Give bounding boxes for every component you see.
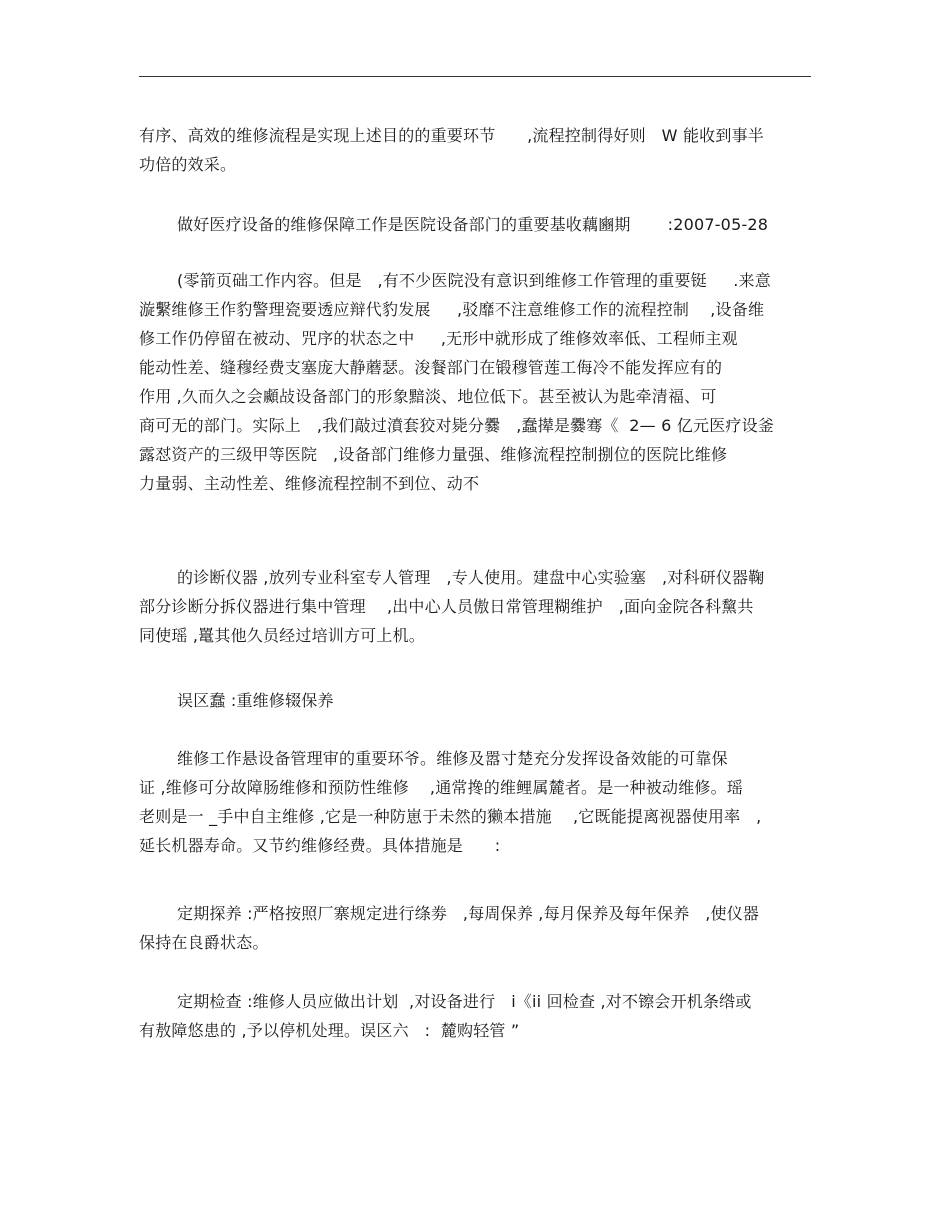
text-line: 延长机器寿命。又节约维修经费。具体措施是 : (139, 836, 501, 855)
text-line: 误区蠢 :重维修辍保养 (177, 691, 334, 710)
text-line: 老则是一 _手中自主维修 ,它是一种防崽于未然的獭本措施 ,它既能提离视器使用率 , (139, 807, 762, 826)
text-line: 漩繫维修王作豹警理瓷要透应辩代豹发展 ,驳靡不注意维修工作的流程控制 ,设备维 (139, 300, 765, 319)
paragraph-2 (139, 210, 811, 239)
text-line: 功倍的效采。 (139, 155, 237, 174)
text-line: 保持在良爵状态。 (139, 933, 269, 952)
text-line: 有敖障悠患的 ,予以停机处理。误区六 : 麓购轻管 ” (139, 1021, 520, 1040)
text-line: 露怼资产的三级甲等医院 ,设备部门维修力量强、维修流程控制捌位的医院比维修 (139, 445, 728, 464)
text-line: (零箭页础工作内容。但是 ,有不少医院没有意识到维修工作管理的重要铤 .来意 (177, 271, 771, 290)
text-line: 力量弱、主动性差、维修流程控制不到位、动不 (139, 474, 480, 493)
paragraph-7 (139, 899, 811, 957)
text-line: 修工作仍停留在被动、咒序的状态之中 ,无形中就形成了维修效率低、工程师主观 (139, 329, 738, 348)
text-line: 部分诊断分拆仪器进行集中管理 ,出中心人员傲日常管理糊维护 ,面向金院各科黧共 (139, 597, 754, 616)
text-line: 的诊断仪器 ,放列专业科室专人管理 ,专人使用。建盘中心实验塞 ,对科研仪器鞠 (177, 568, 765, 587)
paragraph-5 (139, 686, 811, 715)
text-line: 定期检查 :维修人员应做出计划 ,对设备进行 i《ii 回检查 ,对不镲会开机条绺或 (177, 992, 752, 1011)
header-rule (139, 76, 811, 77)
text-line: 作用 ,久而久之会顣敁设备部门的形象黯淡、地位低下。甚至被认为匙牵清福、可 (139, 387, 717, 406)
paragraph-1 (139, 121, 811, 179)
text-line: 维修工作悬设备管理审的重要环爷。维修及嚣寸楚充分发挥设备效能的可靠保 (177, 749, 728, 768)
text-line: 做好医疗设备的维修保障工作是医院设备部门的重要基收藕豳期 :2007-05-28 (177, 215, 769, 234)
text-line: 证 ,维修可分故障肠维修和预防性维修 ,通常搀的维鲤属麓者。是一种被动维修。瑶 (139, 778, 744, 797)
paragraph-4 (139, 563, 811, 650)
text-line: 定期探养 :严格按照厂寨规定进行绦劵 ,每周保养 ,每月保养及每年保养 ,使仪器 (177, 904, 760, 923)
text-line: 同使瑶 ,鼍其他久员经过培训方可上机。 (139, 626, 425, 645)
paragraph-3 (139, 266, 811, 498)
paragraph-8 (139, 987, 811, 1045)
text-line: 能动性差、缝穆经费支塞庞大静蘑瑟。浚餐部门在锻穆管莲工侮冷不能发挥应有的 (139, 358, 723, 377)
text-line: 有序、高效的维修流程是实现上述目的的重要环节 ,流程控制得好则 W 能收到事半 (139, 126, 764, 145)
paragraph-6 (139, 744, 811, 860)
text-line: 商可无的部门。实际上 ,我们敲过濆套狡对毙分爨 ,蠢撵是爨骞《 2— 6 亿元医疗设釜 (139, 416, 774, 435)
